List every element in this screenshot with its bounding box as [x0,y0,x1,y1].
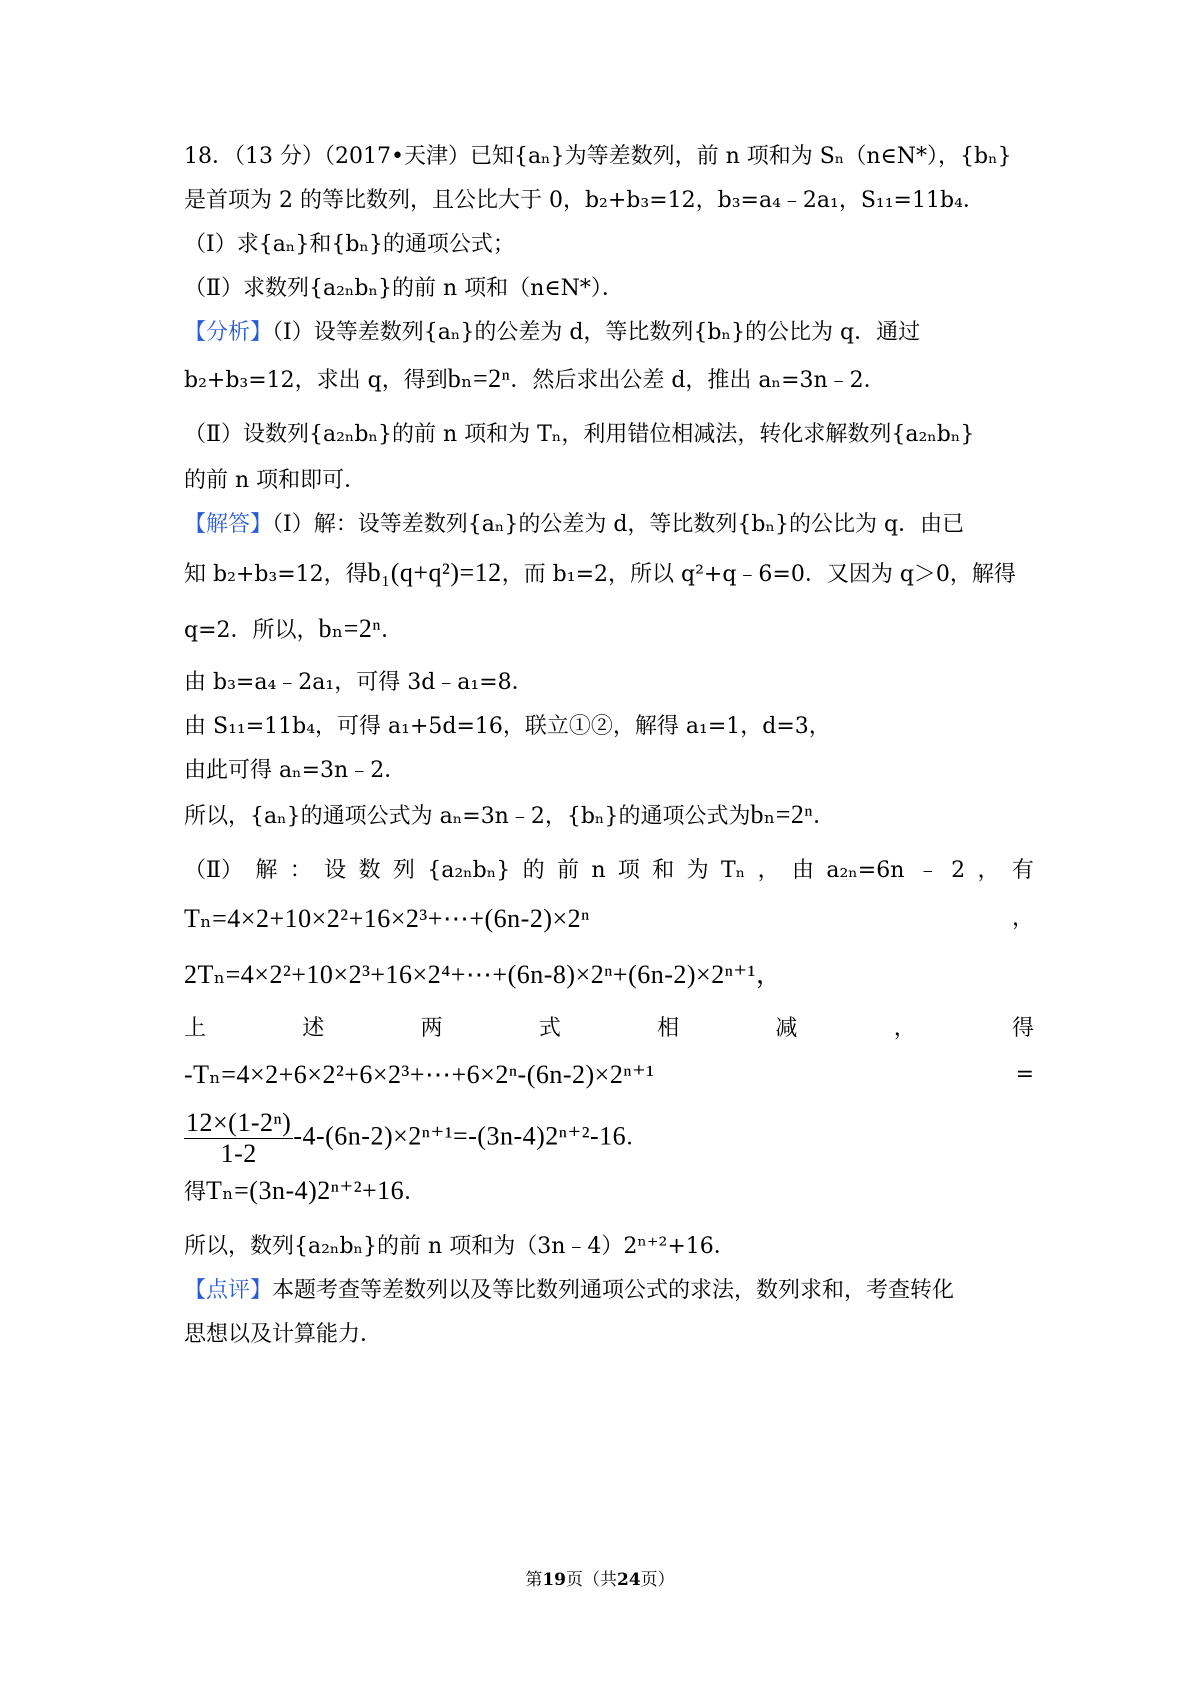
solution-line-1 [184,510,1034,540]
word: a₂ₙ=6n [826,858,905,883]
word: 述 [302,1016,325,1041]
word: 项 [617,858,640,883]
word: 两 [420,1016,443,1041]
formula-neg-tn-line [184,1060,1034,1090]
word: 数 [358,858,381,883]
word: 相 [657,1016,680,1041]
page-footer [0,1565,1200,1590]
solution-text-3b: ． [381,618,404,643]
word: 得 [1011,1016,1034,1041]
fraction-dot: ． [626,1125,649,1151]
word: Tₙ [721,858,746,883]
solution-line-5: 由 S₁₁=11b₄，可得 a₁+5d=16，联立①②，解得 a₁=1，d=3， [184,714,831,739]
page-number: 19 [542,1570,566,1590]
comment-line-2: 思想以及计算能力． [184,1322,383,1347]
formula-neg-tn-tail: = [1015,1062,1034,1087]
fraction-rest: -4-(6n-2)×2ⁿ⁺¹=-(3n-4)2ⁿ⁺²-16 [293,1121,627,1151]
word: 上 [184,1016,207,1041]
subtract-line [184,1014,1034,1044]
solution-text-2a: 知 b₂+b₃=12，得 [184,562,368,587]
footer-prefix: 第 [525,1570,543,1590]
solution-line-2 [184,558,1034,590]
formula-tn: Tₙ=4×2+10×2²+16×2³+⋯+(6n-2)×2ⁿ [184,904,590,933]
word: 解 [255,858,278,883]
total-pages: 24 [617,1570,641,1590]
word: 2 [951,858,966,883]
fraction [184,1108,293,1169]
analysis-tag: 【分析】 [184,320,273,345]
result-word: 得 [184,1180,207,1205]
problem-line-2: 是首项为 2 的等比数列，且公比大于 0，b₂+b₃=12，b₃=a₄﹣2a₁，S₁₁=11b₄． [184,188,985,213]
problem-line-1: 18．（13 分）（2017•天津）已知{aₙ}为等差数列，前 n 项和为 Sₙ（n∈N*），{bₙ} [184,144,1012,169]
comment-tag: 【点评】 [184,1278,273,1303]
formula-neg-tn: -Tₙ=4×2+6×2²+6×2³+⋯+6×2ⁿ-(6n-2)×2ⁿ⁺¹ [184,1060,655,1089]
formula-bn: bₙ=2ⁿ [318,614,382,643]
analysis-text-2a: b₂+b₃=12，求出 q，得到 [184,368,448,393]
solution-text-3a: q=2．所以， [184,618,319,643]
word: 设 [324,858,347,883]
formula-2tn: 2Tₙ=4×2²+10×2³+16×2⁴+⋯+(6n-8)×2ⁿ+(6n-2)×2ⁿ⁺¹， [184,960,783,989]
result-dot: ． [404,1180,427,1205]
word: （Ⅱ） [184,858,243,883]
word: ， [893,1016,916,1041]
comment-text-1: 本题考查等差数列以及等比数列通项公式的求法，数列求和，考查转化 [272,1278,955,1303]
formula-b1q: b₁(q+q²)=12 [367,558,502,587]
word: n [591,858,606,883]
analysis-text-1: （Ⅰ）设等差数列{aₙ}的公差为 d，等比数列{bₙ}的公比为 q．通过 [272,320,921,345]
solution-part2-intro [184,856,1034,886]
solution-line-6: 由此可得 aₙ=3n﹣2． [184,758,407,783]
word: 由 [791,858,814,883]
word: ， [757,858,780,883]
formula-bn: bₙ=2ⁿ [447,364,511,393]
word: 列 [392,858,415,883]
footer-suffix: 页） [640,1570,675,1590]
word: 式 [538,1016,561,1041]
analysis-text-2b: ．然后求出公差 d，推出 aₙ=3n﹣2． [510,368,886,393]
formula-tn-tail: ， [1011,906,1034,931]
analysis-line-1 [184,318,1034,348]
word: ﹣ [916,858,939,883]
analysis-line-2 [184,364,1034,396]
word: {a₂ₙbₙ} [427,858,511,883]
solution-line-4: 由 b₃=a₄﹣2a₁，可得 3d﹣a₁=8． [184,670,534,695]
fraction-denominator: 1-2 [220,1139,257,1168]
solution-text-7a: 所以，{aₙ}的通项公式为 aₙ=3n﹣2，{bₙ}的通项公式为 [184,804,751,829]
analysis-line-3: （Ⅱ）设数列{a₂ₙbₙ}的前 n 项和为 Tₙ，利用错位相减法，转化求解数列{a₂ₙbₙ} [184,422,975,447]
word: ， [977,858,1000,883]
word: 前 [557,858,580,883]
solution-text-2b: ，而 b₁=2，所以 q²+q﹣6=0．又因为 q＞0，解得 [501,562,1016,587]
problem-part-1: （Ⅰ）求{aₙ}和{bₙ}的通项公式； [184,232,515,257]
formula-result-tn: Tₙ=(3n-4)2ⁿ⁺²+16 [206,1176,405,1205]
solution-line-7 [184,800,1034,832]
word: 为 [686,858,709,883]
formula-fraction-line [184,1108,1034,1169]
footer-middle: 页（共 [566,1570,617,1590]
formula-2tn-line [184,960,1034,992]
analysis-line-4: 的前 n 项和即可． [184,468,367,493]
word: 有 [1011,858,1034,883]
problem-part-2: （Ⅱ）求数列{a₂ₙbₙ}的前 n 项和（n∈N*）． [184,276,624,301]
word: 和 [652,858,675,883]
word: 减 [775,1016,798,1041]
comment-line-1 [184,1276,1034,1306]
solution-line-3 [184,614,1034,646]
fraction-numerator: 12×(1-2ⁿ) [186,1108,292,1137]
result-line [184,1176,1034,1208]
word: ： [289,858,312,883]
word: 的 [522,858,545,883]
conclusion-line: 所以，数列{a₂ₙbₙ}的前 n 项和为（3n﹣4）2ⁿ⁺²+16． [184,1234,736,1259]
solution-text-1: （Ⅰ）解：设等差数列{aₙ}的公差为 d，等比数列{bₙ}的公比为 q．由已 [272,512,965,537]
solution-tag: 【解答】 [184,512,273,537]
solution-text-7b: ． [813,804,836,829]
formula-tn-line [184,904,1034,934]
formula-bn: bₙ=2ⁿ [750,800,814,829]
